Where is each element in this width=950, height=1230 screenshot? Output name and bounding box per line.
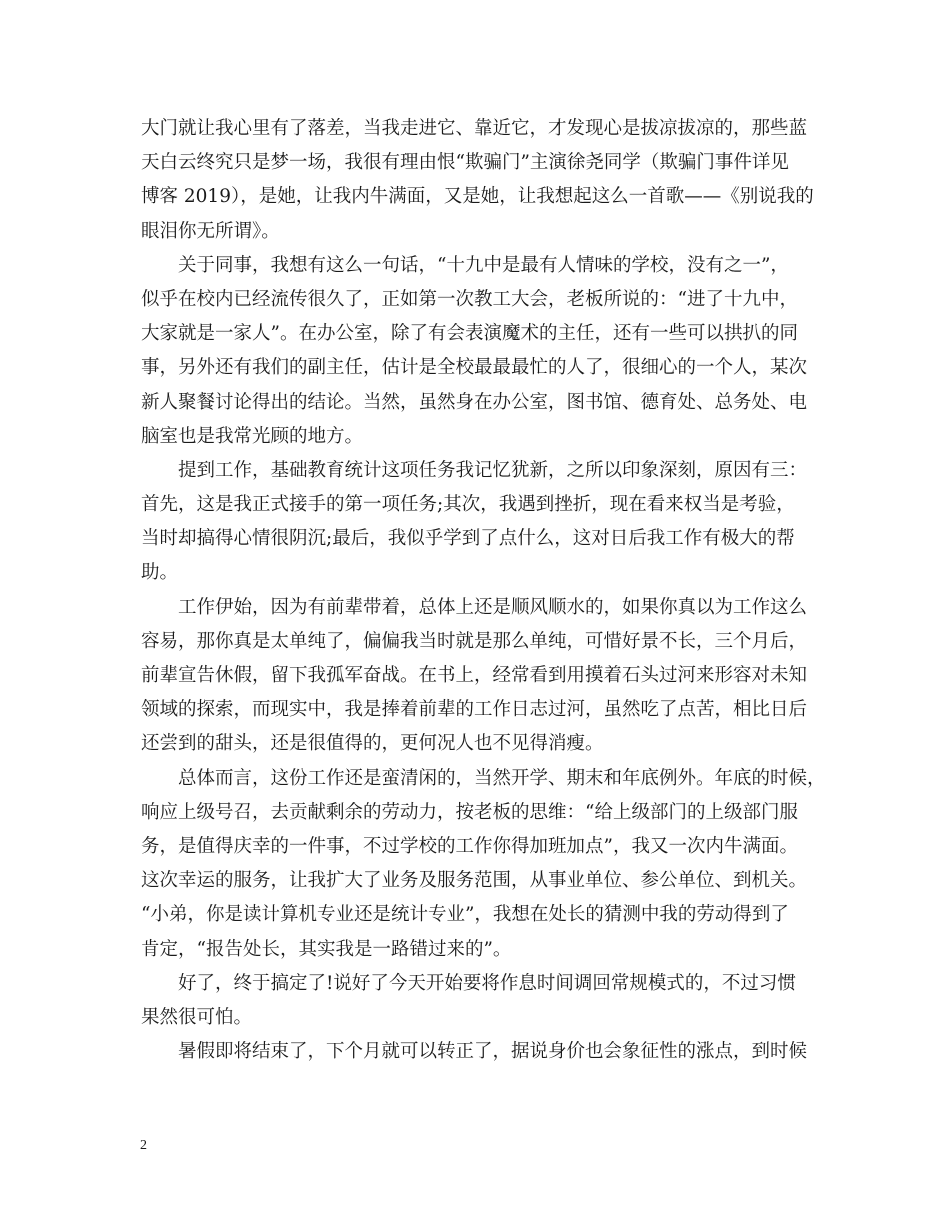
text-line: 事，另外还有我们的副主任，估计是全校最最最忙的人了，很细心的一个人，某次 [141, 357, 808, 379]
text-line: 眼泪你无所谓》。 [141, 220, 280, 242]
text-line: 似乎在校内已经流传很久了，正如第一次教工大会，老板所说的：“进了十九中， [141, 288, 798, 310]
text-line: 天白云终究只是梦一场，我很有理由恨“欺骗门”主演徐尧同学（欺骗门事件详见 [141, 152, 789, 174]
text-line: 大门就让我心里有了落差，当我走进它、靠近它，才发现心是拔凉拔凉的，那些蓝 [141, 118, 808, 139]
text-line: 总体而言，这份工作还是蛮清闲的，当然开学、期末和年底例外。年底的时候， [178, 767, 826, 789]
paragraph [141, 249, 811, 454]
paragraph [141, 591, 811, 762]
text-line: 容易，那你真是太单纯了，偏偏我当时就是那么单纯，可惜好景不长，三个月后， [141, 630, 808, 652]
paragraph [141, 1035, 811, 1069]
text-line: 提到工作，基础教育统计这项任务我记忆犹新，之所以印象深刻，原因有三： [178, 459, 808, 481]
text-line: 大家就是一家人”。在办公室，除了有会表演魔术的主任，还有一些可以拱扒的同 [141, 323, 798, 345]
text-line: 关于同事，我想有这么一句话，“十九中是最有人情味的学校，没有之一”， [178, 254, 789, 276]
text-line: 新人聚餐讨论得出的结论。当然，虽然身在办公室，图书馆、德育处、总务处、电 [141, 391, 808, 413]
page-number: 2 [140, 1138, 147, 1153]
text-line: 好了，终于搞定了!说好了今天开始要将作息时间调回常规模式的，不过习惯 [178, 972, 796, 994]
text-line: 工作伊始，因为有前辈带着，总体上还是顺风顺水的，如果你真以为工作这么 [178, 596, 808, 618]
text-line: 领域的探索，而现实中，我是捧着前辈的工作日志过河，虽然吃了点苦，相比日后 [141, 699, 808, 721]
text-line: 前辈宣告休假，留下我孤军奋战。在书上，经常看到用摸着石头过河来形容对未知 [141, 665, 808, 686]
text-line: 当时却搞得心情很阴沉;最后，我似乎学到了点什么，这对日后我工作有极大的帮 [141, 528, 795, 550]
paragraph [141, 112, 814, 249]
text-line: 务，是值得庆幸的一件事，不过学校的工作你得加班加点”，我又一次内牛满面。 [141, 835, 798, 857]
text-line: 脑室也是我常光顾的地方。 [141, 425, 364, 447]
text-line: 还尝到的甜头，还是很值得的，更何况人也不见得消瘦。 [141, 733, 604, 755]
text-line: 博客 2019），是她，让我内牛满面，又是她，让我想起这么一首歌——《别说我的 [141, 186, 814, 208]
text-line: 助。 [141, 562, 179, 584]
text-line: 肯定，“报告处长，其实我是一路错过来的”。 [141, 938, 512, 960]
paragraph [141, 454, 811, 591]
paragraph [141, 762, 826, 967]
text-line: 响应上级号召，去贡献剩余的劳动力，按老板的思维：“给上级部门的上级部门服 [141, 801, 798, 823]
body-text [141, 112, 826, 1069]
text-line: 首先，这是我正式接手的第一项任务;其次，我遇到挫折，现在看来权当是考验， [141, 494, 795, 516]
text-line: 果然很可怕。 [141, 1006, 253, 1028]
paragraph [141, 967, 811, 1035]
text-line: 这次幸运的服务，让我扩大了业务及服务范围，从事业单位、参公单位、到机关。 [141, 870, 808, 892]
text-line: “小弟，你是读计算机专业还是统计专业”，我想在处长的猜测中我的劳动得到了 [141, 904, 789, 926]
text-line: 暑假即将结束了，下个月就可以转正了，据说身价也会象征性的涨点，到时候 [178, 1041, 808, 1063]
